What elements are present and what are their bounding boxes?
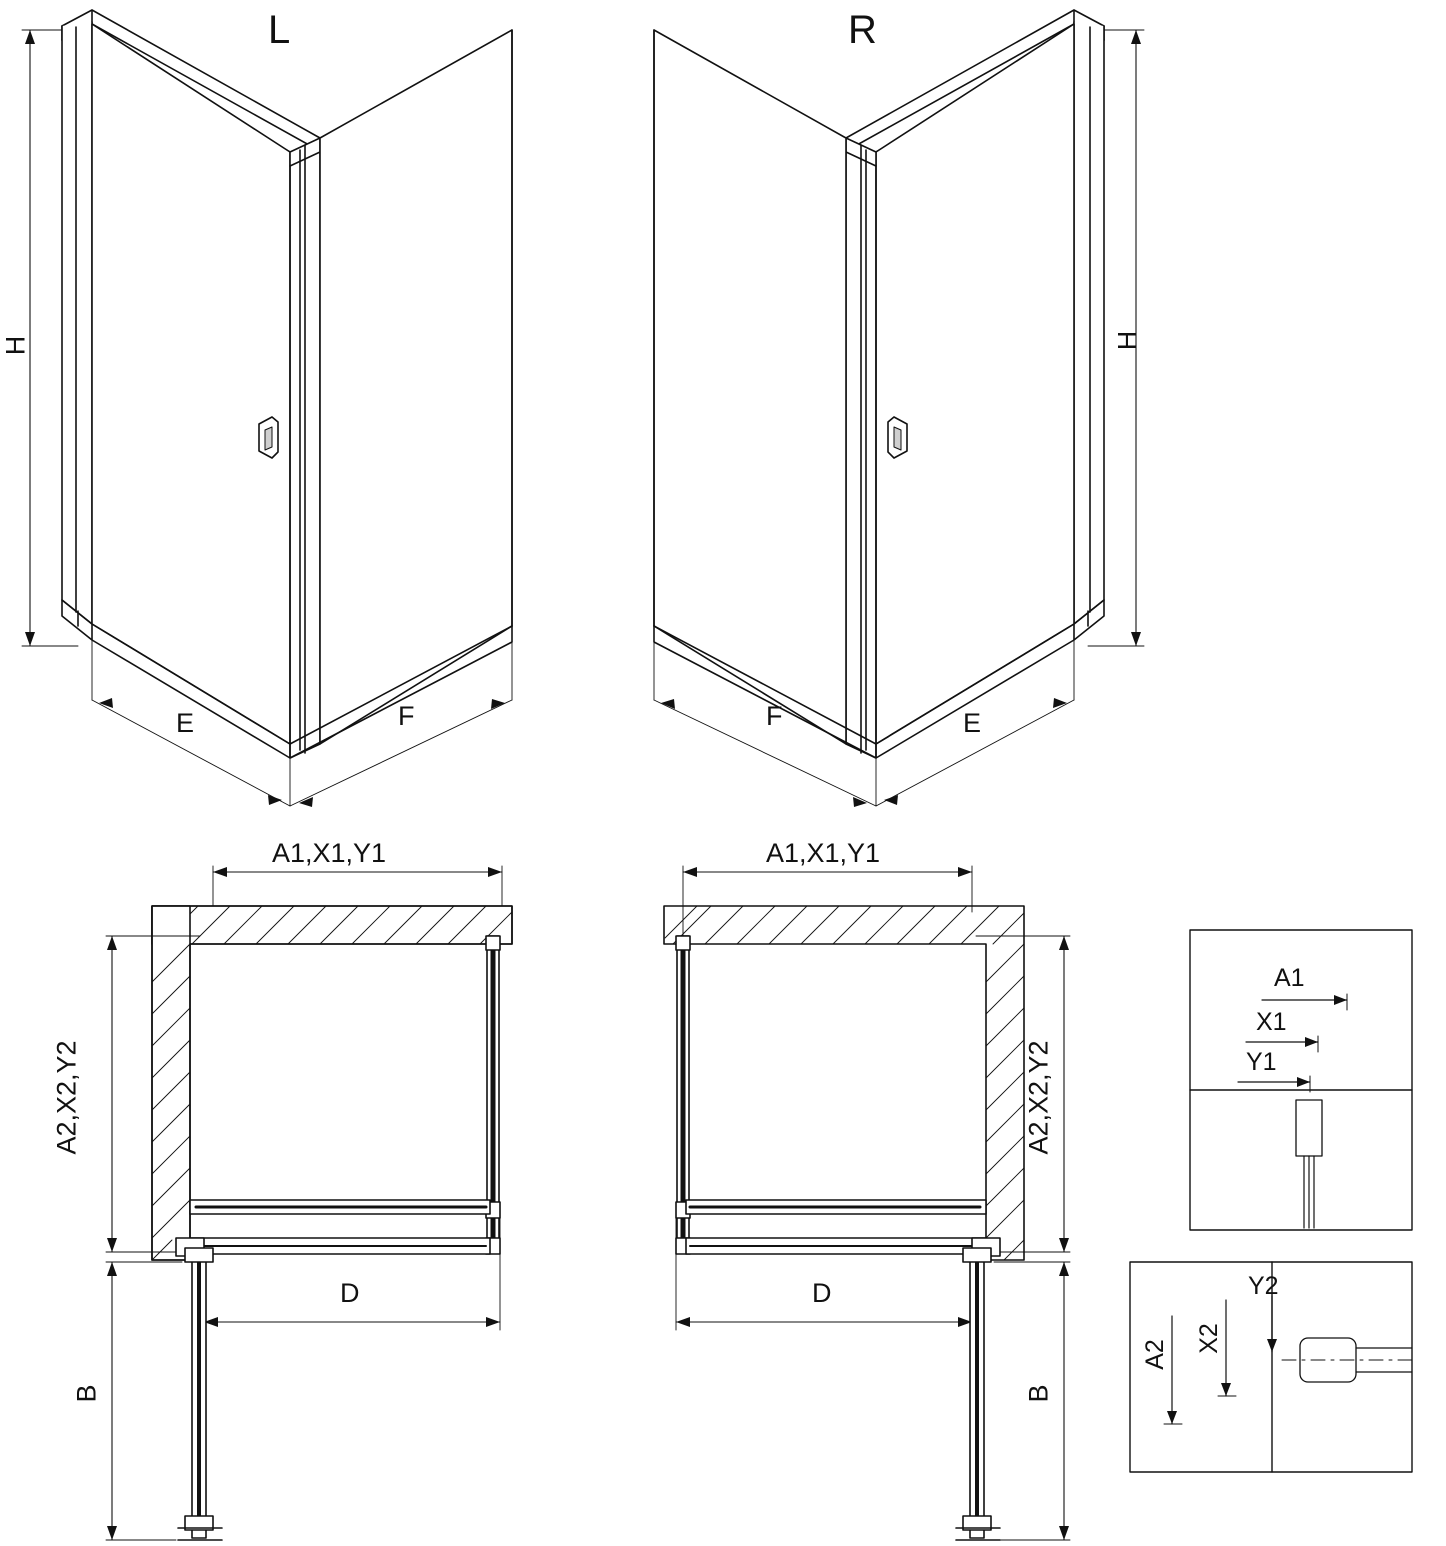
plan-right-inner-dim: D <box>812 1278 832 1308</box>
detail-dim-a1: A1 <box>1274 964 1305 992</box>
plan-view-left <box>106 866 512 1540</box>
detail-dim-y2: Y2 <box>1248 1272 1279 1300</box>
plan-left-inner-dim: D <box>340 1278 360 1308</box>
plan-left-door-dim: B <box>71 1384 102 1403</box>
plan-left-top-dim: A1,X1,Y1 <box>272 838 387 868</box>
plan-right-door-dim: B <box>1023 1384 1054 1403</box>
iso-view-right <box>654 10 1144 807</box>
dim-label-f-right: F <box>766 701 783 731</box>
dim-label-f-left: F <box>398 701 415 731</box>
detail-dim-a2: A2 <box>1140 1339 1169 1370</box>
dim-label-h-left: H <box>0 335 31 356</box>
plan-right-side-dim: A2,X2,Y2 <box>1023 1040 1054 1155</box>
plan-right-top-dim: A1,X1,Y1 <box>766 838 881 868</box>
detail-dim-x1: X1 <box>1256 1008 1287 1036</box>
view-label-left: L <box>268 8 291 52</box>
dim-label-e-left: E <box>176 708 195 738</box>
plan-view-right <box>664 866 1070 1540</box>
detail-dim-x2: X2 <box>1194 1323 1223 1354</box>
iso-view-left <box>22 10 512 807</box>
dim-label-e-right: E <box>963 708 982 738</box>
detail-dim-y1: Y1 <box>1246 1048 1277 1076</box>
dim-label-h-right: H <box>1112 330 1143 351</box>
plan-left-side-dim: A2,X2,Y2 <box>51 1040 82 1155</box>
view-label-right: R <box>848 8 877 52</box>
